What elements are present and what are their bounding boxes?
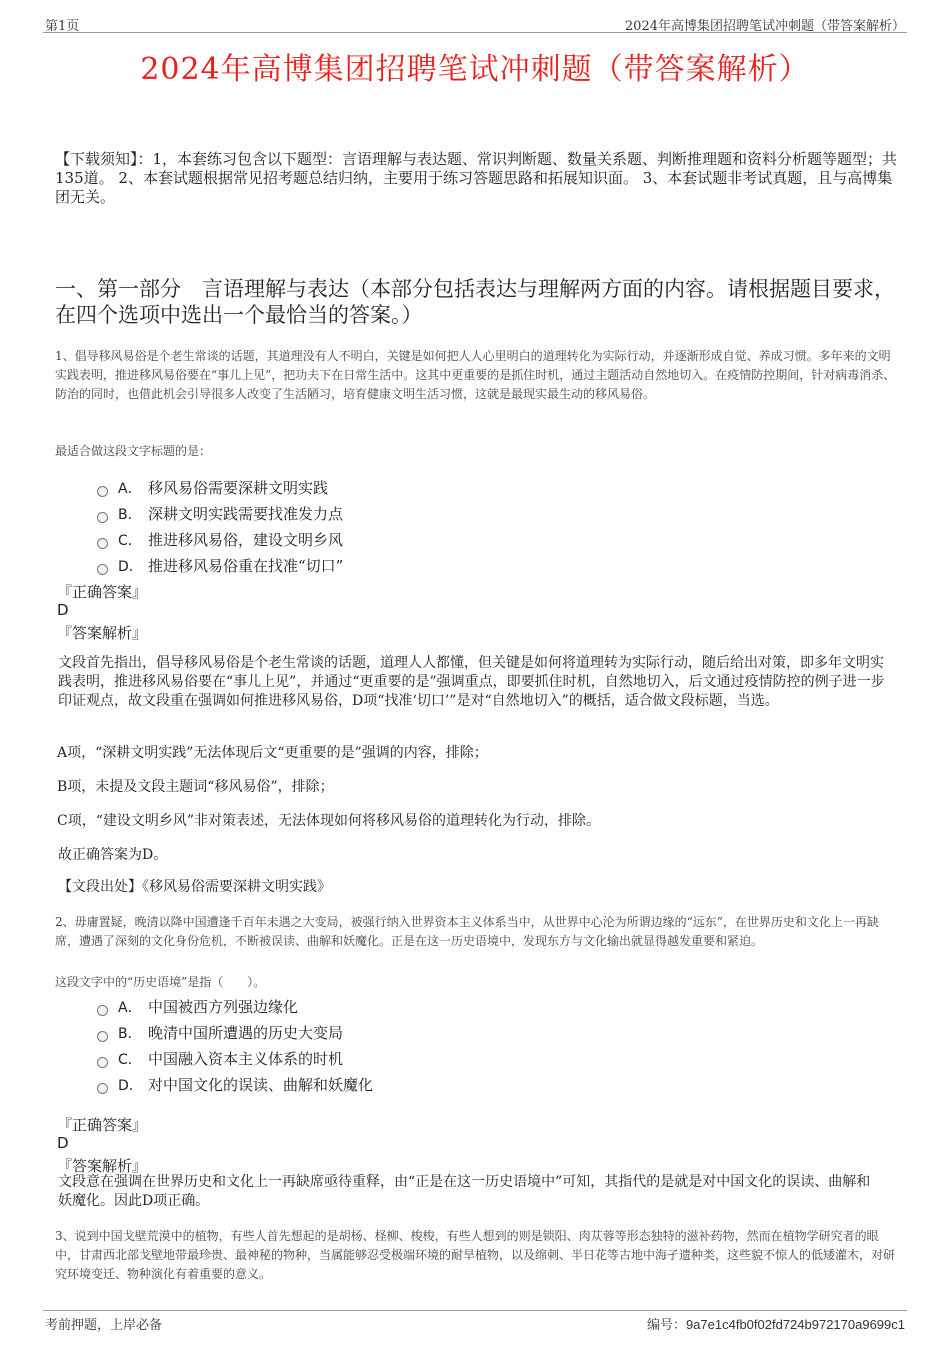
option-letter: B． [118, 1026, 142, 1042]
radio-icon[interactable] [97, 1005, 108, 1016]
q1-prompt: 最适合做这段文字标题的是： [55, 444, 212, 458]
footer-divider [43, 1310, 907, 1311]
q1-answer-label: 『正确答案』 [57, 583, 148, 601]
q1-option-b[interactable] [97, 503, 343, 523]
radio-icon[interactable] [97, 486, 108, 497]
section-heading: 一、第一部分 言语理解与表达（本部分包括表达与理解两方面的内容。请根据题目要求，在四个选项中选出一个最恰当的答案。） [55, 277, 895, 327]
running-header-title: 2024年高博集团招聘笔试冲刺题（带答案解析） [624, 19, 905, 34]
q1-source: 【文段出处】《移风易俗需要深耕文明实践》 [58, 879, 331, 895]
option-text: 对中国文化的误读、曲解和妖魔化 [148, 1076, 374, 1094]
radio-icon[interactable] [97, 1083, 108, 1094]
option-letter: D． [118, 559, 143, 575]
q1-stem: 1、倡导移风易俗是个老生常谈的话题，其道理没有人不明白，关键是如何把人人心里明白的道理转化为实际行动，并逐渐形成自觉、养成习惯。多年来的文明实践表明，推进移风易俗要在“事儿上见”，把功夫下在日常生活中。这其中更重要的是抓住时机，通过主题活动自然地切入。在疫情防控期间，针对病毒消杀、防治的同时，也借此机会引导很多人改变了生活陋习，培育健康文明生活习惯，这就是最现实最生动的移风易俗。 [55, 349, 896, 401]
q2-answer-label: 『正确答案』 [57, 1116, 148, 1134]
q2-analysis-label: 『答案解析』 [57, 1157, 148, 1175]
option-letter: C． [118, 1052, 142, 1068]
code-value: 9a7e1c4fb0f02fd724b972170a9699c1 [685, 1317, 905, 1332]
q1-option-a[interactable] [97, 477, 328, 497]
document-code [647, 1314, 905, 1333]
q2-answer: D [57, 1134, 69, 1152]
document-title: 2024年高博集团招聘笔试冲刺题（带答案解析） [140, 52, 810, 87]
radio-icon[interactable] [97, 538, 108, 549]
q2-option-d[interactable] [97, 1074, 373, 1094]
page-number: 第1页 [45, 19, 80, 34]
q2-stem: 2、毋庸置疑，晚清以降中国遭逢千百年未遇之大变局，被强行纳入世界资本主义体系当中，从世界中心沦为所谓边缘的“远东”，在世界历史和文化上一再缺席，遭遇了深刻的文化身份危机，不断被误读、曲解和妖魔化。正是在这一历史语境中，发现东方与文化输出就显得越发重要和紧迫。 [55, 915, 879, 948]
option-letter: A． [118, 481, 142, 497]
download-notice: 【下载须知】：1，本套练习包含以下题型：言语理解与表达题、常识判断题、数量关系题、判断推理题和资料分析题等题型；共135道。 2、本套试题根据常见招考题总结归纳，主要用于练习答题思路和拓展知识面。 3、本套试题非考试真题，且与高博集团无关。 [55, 150, 898, 206]
radio-icon[interactable] [97, 1057, 108, 1068]
radio-icon[interactable] [97, 1031, 108, 1042]
option-letter: B． [118, 507, 142, 523]
option-text: 深耕文明实践需要找准发力点 [148, 505, 344, 523]
option-letter: C． [118, 533, 142, 549]
q2-option-c[interactable] [97, 1048, 343, 1068]
q1-answer: D [57, 601, 69, 619]
option-letter: A． [118, 1000, 142, 1016]
q2-analysis: 文段意在强调在世界历史和文化上一再缺席亟待重释，由“正是在这一历史语境中”可知，其指代的是就是对中国文化的误读、曲解和妖魔化。因此D项正确。 [58, 1174, 871, 1209]
q2-option-b[interactable] [97, 1022, 343, 1042]
q1-analysis: 文段首先指出，倡导移风易俗是个老生常谈的话题，道理人人都懂，但关键是如何将道理转为实际行动，随后给出对策，即多年文明实践表明，推进移风易俗要在“事儿上见”，并通过“更重要的是”强调重点，即要抓住时机，自然地切入，后文通过疫情防控的例子进一步印证观点，故文段重在强调如何推进移风易俗，D项“找准‘切口’”是对“自然地切入”的概括，适合做文段标题，当选。 [58, 655, 885, 709]
option-letter: D． [118, 1078, 143, 1094]
q1-option-c[interactable] [97, 529, 343, 549]
q1-analysis-label: 『答案解析』 [57, 624, 148, 642]
option-text: 中国融入资本主义体系的时机 [148, 1050, 344, 1068]
q1-note-c: C项，“建设文明乡风”非对策表述，无法体现如何将移风易俗的道理转化为行动，排除。 [57, 813, 601, 829]
option-text: 中国被西方列强边缘化 [148, 998, 299, 1016]
q2-prompt: 这段文字中的“历史语境”是指（ ）。 [55, 975, 266, 989]
q1-conclusion: 故正确答案为D。 [58, 847, 168, 863]
q1-option-d[interactable] [97, 555, 343, 575]
q2-option-a[interactable] [97, 996, 298, 1016]
radio-icon[interactable] [97, 564, 108, 575]
radio-icon[interactable] [97, 512, 108, 523]
footer-slogan: 考前押题，上岸必备 [45, 1318, 163, 1333]
q3-stem: 3、说到中国戈壁荒漠中的植物，有些人首先想起的是胡杨、柽柳、梭梭，有些人想到的则是锁阳、肉苁蓉等形态独特的滋补药物，然而在植物学研究者的眼中，甘肃西北部戈壁地带最珍贵、最神秘的物种，当属能够忍受极端环境的耐旱植物，以及绵刺、半日花等古地中海孑遗种类，这些貌不惊人的低矮灌木，对研究环境变迁、物种演化有着重要的意义。 [55, 1229, 896, 1281]
q1-note-a: A项，“深耕文明实践”无法体现后文“更重要的是”强调的内容，排除； [57, 745, 488, 761]
option-text: 晚清中国所遭遇的历史大变局 [148, 1024, 344, 1042]
header-divider [43, 32, 907, 33]
q1-note-b: B项，未提及文段主题词“移风易俗”，排除； [57, 779, 334, 795]
option-text: 推进移风易俗，建设文明乡风 [148, 531, 344, 549]
code-label: 编号： [646, 1318, 686, 1333]
option-text: 推进移风易俗重在找准“切口” [148, 557, 344, 575]
option-text: 移风易俗需要深耕文明实践 [148, 479, 329, 497]
